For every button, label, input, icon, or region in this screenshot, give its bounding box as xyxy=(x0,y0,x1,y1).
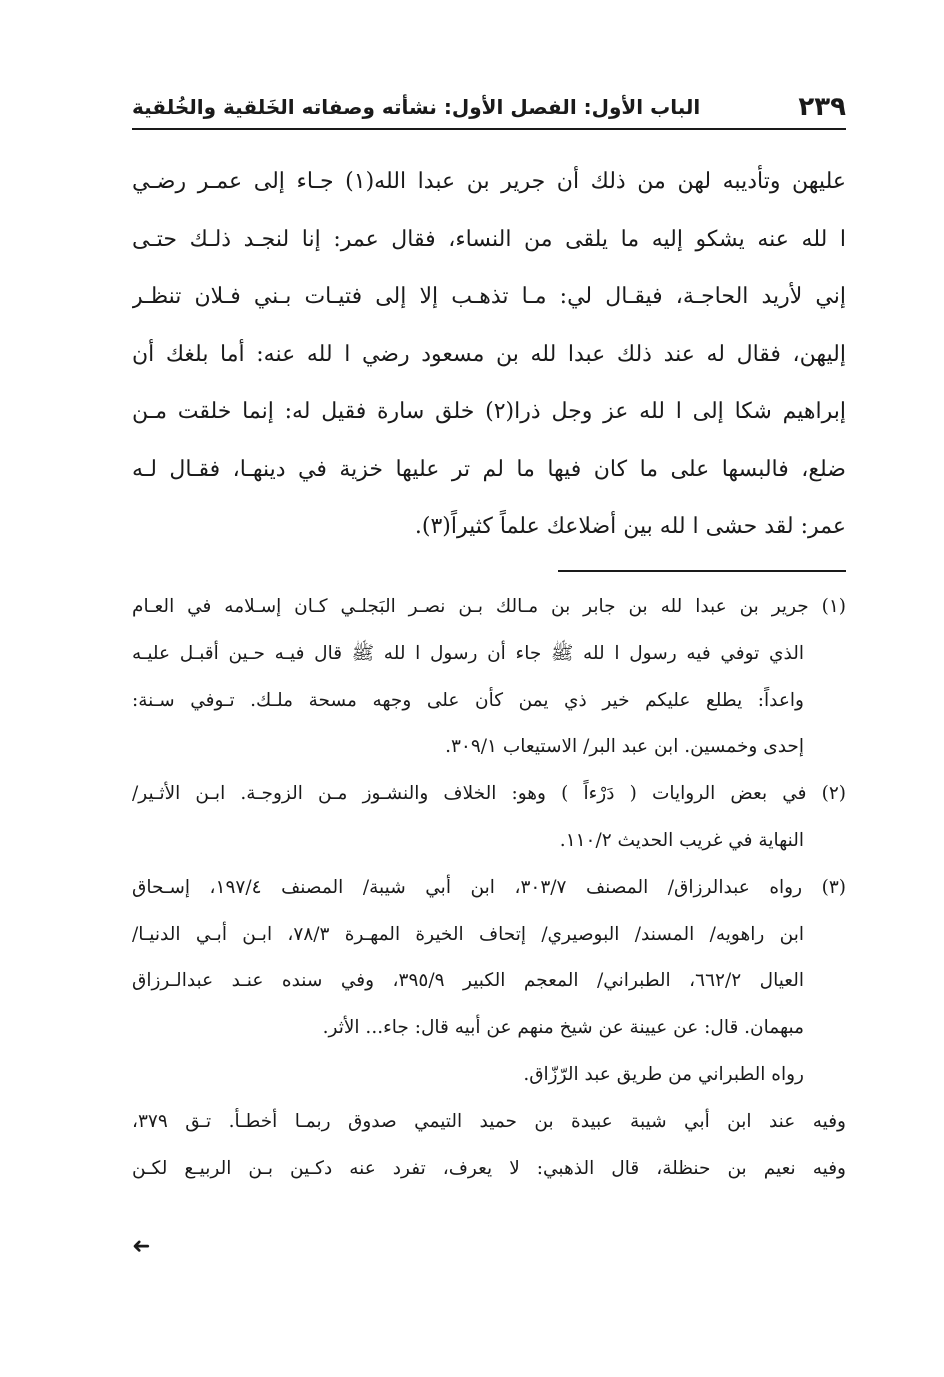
text-line: ضلع، فالبسها على ما كان فيها ما لم تر عليها خزية في دينهـا، فقـال لـه xyxy=(132,456,846,482)
footnote-3 xyxy=(132,865,846,1193)
footnote-line: واعداً: يطلع عليكم خير ذي يمن كأن على وجهه مسحة ملـك. تـوفي سـنة: xyxy=(132,689,804,711)
header-divider xyxy=(132,128,846,130)
footnote-line: مبهمان. قال: عن عيينة عن شيخ منهم عن أبيه قال: جاء... الأثر. xyxy=(322,1017,804,1039)
footnote-line: (٢) في بعض الروايات ( دَرْءاً ) وهو: الخلاف والنشـوز مـن الزوجـة. ابـن الأثـير/ xyxy=(132,783,846,805)
footnote-2 xyxy=(132,771,846,865)
text-line: عمر: لقد حشى ا لله بين أضلاعك علماً كثيراً(٣). xyxy=(414,514,846,539)
footnote-line: وفيه نعيم بن حنظلة، قال الذهبي: لا يعرف، تفرد عنه دكـين بـن الربيـع لكـن xyxy=(132,1157,846,1179)
footnote-line: الذي توفي فيه رسول ا لله ﷺ جاء أن رسول ا لله ﷺ قال فيـه حـين أقبـل عليـه xyxy=(132,642,804,664)
text-line: إليهن، فقال له عند ذلك عبدا لله بن مسعود رضي ا لله عنه: أما بلغك أن xyxy=(132,341,846,367)
text-line: ا لله عنه يشكو إليه ما يلقى من النساء، فقال عمر: إنا لنجـد ذلـك حتـى xyxy=(132,226,846,252)
footnote-line: النهاية في غريب الحديث ١١٠/٢. xyxy=(559,829,804,851)
footnote-line: رواه الطبراني من طريق عبد الرّزّاق. xyxy=(523,1063,804,1085)
footnote-line: إحدى وخمسين. ابن عبد البر/ الاستيعاب ٣٠٩/١. xyxy=(445,736,804,758)
footnote-1 xyxy=(132,584,846,771)
footnote-line: (١) جرير بن عبدا لله بن جابر بن مـالك بـن نصـر البَجلـي كـان إسـلامه في العـام xyxy=(132,596,846,617)
footnotes xyxy=(132,584,846,1192)
page-header xyxy=(132,86,846,122)
footnote-line: وفيه عند ابن أبي شيبة عبيدة بن حميد التيمي صدوق ربمـا أخطـأ. تـق ٣٧٩، xyxy=(132,1110,846,1132)
footnote-line: (٣) رواه عبدالرزاق/ المصنف ٣٠٣/٧، ابن أبي شيبة/ المصنف ١٩٧/٤، إسـحاق xyxy=(132,876,846,898)
footnote-separator xyxy=(558,570,846,572)
footnote-line: العيال ٦٦٢/٢، الطبراني/ المعجم الكبير ٣٩٥/٩، وفي سنده عنـد عبدالـرزاق xyxy=(132,970,804,992)
page-number: ٢٣٩ xyxy=(798,92,846,122)
text-line: إني لأريد الحاجـة، فيقـال لي: مـا تذهـب إلا إلى فتيـات بـني فـلان تنظـر xyxy=(132,284,846,309)
main-text xyxy=(132,153,846,556)
continuation-arrow-icon: ➜ xyxy=(132,1234,151,1259)
text-line: إبراهيم شكا إلى ا لله عز وجل ذرا(٢) خلق سارة فقيل له: إنما خلقت مـن xyxy=(132,399,846,424)
footnote-line: ابن راهويه/ المسند/ البوصيري/ إتحاف الخيرة المهـرة ٧٨/٣، ابـن أبـي الدنيـا/ xyxy=(132,923,804,945)
text-line: عليهن وتأديبه لهن من ذلك أن جرير بن عبدا الله(١) جـاء إلى عمـر رضـي xyxy=(132,169,846,194)
running-head: الباب الأول: الفصل الأول: نشأته وصفاته الخَلقية والخُلقية xyxy=(132,95,701,119)
